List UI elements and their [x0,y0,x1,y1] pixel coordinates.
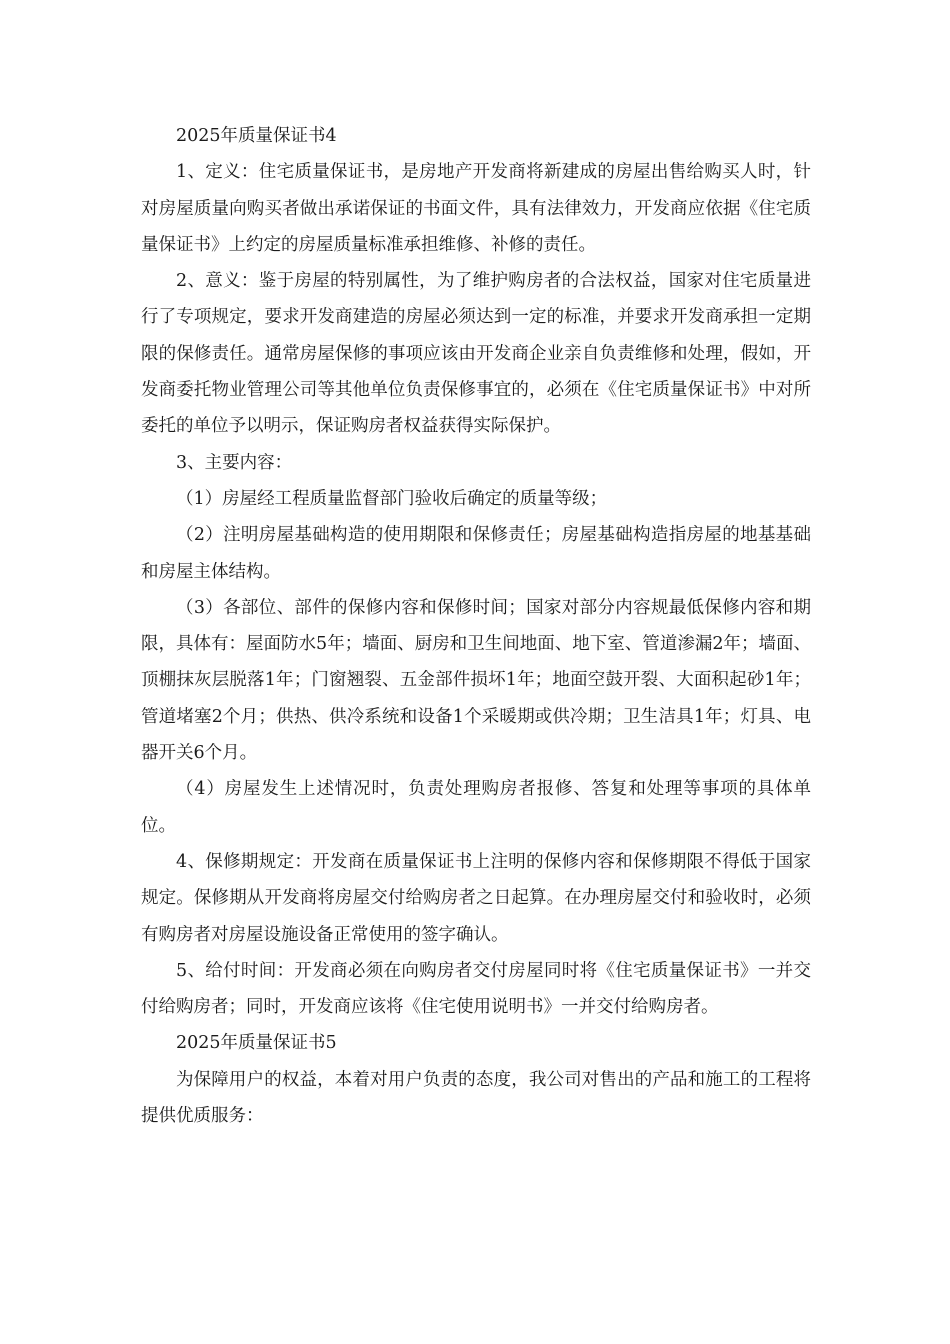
document-body [141,118,811,1134]
content-item-4: （4）房屋发生上述情况时，负责处理购房者报修、答复和处理等事项的具体单位。 [141,779,811,836]
content-item-1: （1）房屋经工程质量监督部门验收后确定的质量等级； [176,488,608,509]
section-heading: 2025年质量保证书4 [176,126,337,146]
warranty-period-paragraph: 4、保修期规定：开发商在质量保证书上注明的保修内容和保修期限不得低于国家规定。保修期从开发商将房屋交付给购房者之日起算。在办理房屋交付和验收时，必须有购房者对房屋设施设备正常使用的签字确认。 [141,851,811,945]
section-heading: 2025年质量保证书5 [176,1033,337,1054]
delivery-time-paragraph: 5、给付时间：开发商必须在向购房者交付房屋同时将《住宅质量保证书》一并交付给购房者；同时，开发商应该将《住宅使用说明书》一并交付给购房者。 [141,960,811,1018]
definition-paragraph: 1、定义：住宅质量保证书，是房地产开发商将新建成的房屋出售给购买人时，针对房屋质量向购买者做出承诺保证的书面文件，具有法律效力，开发商应依据《住宅质量保证书》上约定的房屋质量标准承担维修、补修的责任。 [141,162,811,255]
significance-paragraph: 2、意义：鉴于房屋的特别属性，为了维护购房者的合法权益，国家对住宅质量进行了专项规定，要求开发商建造的房屋必须达到一定的标准，并要求开发商承担一定期限的保修责任。通常房屋保修的事项应该由开发商企业亲自负责维修和处理，假如，开发商委托物业管理公司等其他单位负责保修事宜的，必须在《住宅质量保证书》中对所委托的单位予以明示，保证购房者权益获得实际保护。 [141,271,811,437]
content-item-2: （2）注明房屋基础构造的使用期限和保修责任；房屋基础构造指房屋的地基基础和房屋主体结构。 [141,525,811,582]
main-contents-heading: 3、主要内容： [176,452,293,473]
intro-paragraph: 为保障用户的权益，本着对用户负责的态度，我公司对售出的产品和施工的工程将提供优质服务： [141,1069,811,1127]
content-item-3: （3）各部位、部件的保修内容和保修时间；国家对部分内容规最低保修内容和期限，具体有：屋面防水5年；墙面、厨房和卫生间地面、地下室、管道渗漏2年；墙面、顶棚抹灰层脱落1年；门窗翘裂、五金部件损坏1年；地面空鼓开裂、大面积起砂1年；管道堵塞2个月；供热、供冷系统和设备1个采暖期或供冷期；卫生洁具1年；灯具、电器开关6个月。 [141,597,811,764]
